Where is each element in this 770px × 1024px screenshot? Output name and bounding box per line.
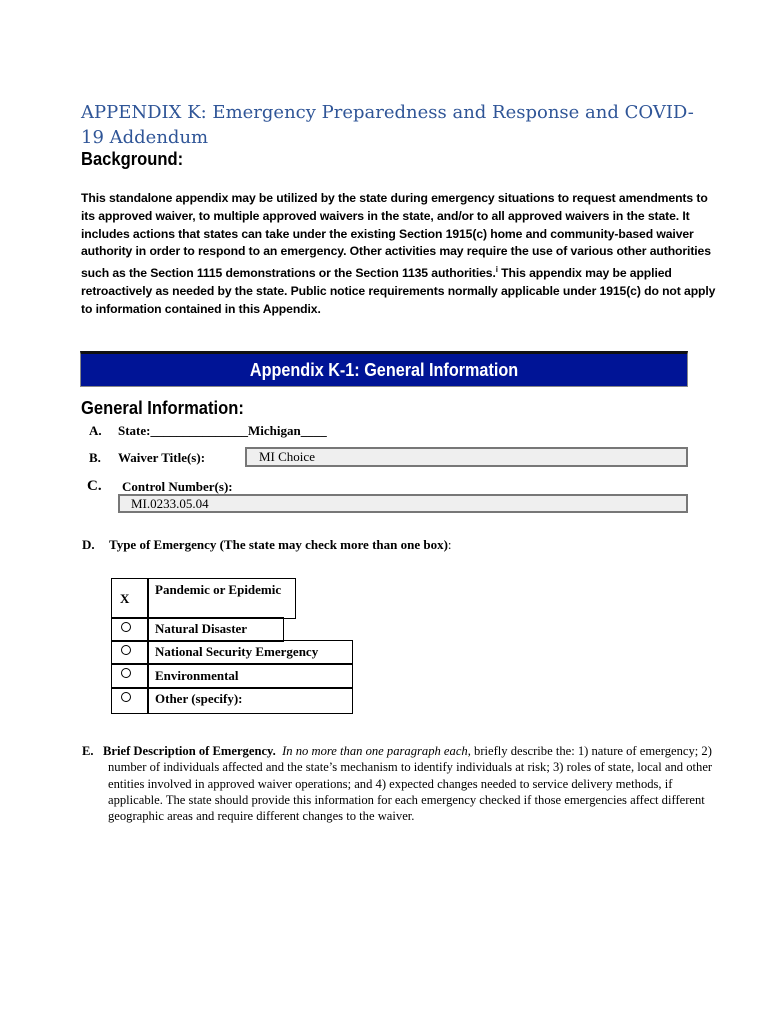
footnote-mark[interactable]: i	[495, 265, 498, 275]
item-d-colon: :	[447, 537, 452, 552]
control-number-field[interactable]: MI.0233.05.04	[118, 494, 688, 513]
item-b-letter: B.	[89, 450, 101, 465]
check-mark: X	[120, 591, 130, 606]
item-a-letter: A.	[89, 423, 102, 438]
option-natural-disaster: Natural Disaster	[147, 617, 284, 642]
radio-circle-icon	[121, 622, 131, 632]
item-e-letter: E.	[82, 744, 94, 758]
checkbox-pandemic[interactable]	[111, 578, 149, 619]
radio-circle-icon	[121, 692, 131, 702]
general-info-heading: General Information:	[81, 398, 244, 418]
item-d-label	[109, 537, 452, 553]
item-d-letter: D.	[82, 537, 95, 552]
item-d-text: Type of Emergency (The state may check more than one box)	[109, 537, 448, 552]
option-environmental: Environmental	[147, 663, 353, 689]
item-c-letter: C.	[87, 478, 102, 494]
option-other: Other (specify):	[147, 687, 353, 714]
item-e-label: Brief Description of Emergency.	[103, 744, 276, 758]
page-title: APPENDIX K: Emergency Preparedness and Response and COVID-19 Addendum	[81, 102, 694, 148]
background-text: This standalone appendix may be utilized by the state during emergency situations to request amendments to its approved waiver, to multiple approved waivers in the state, and/or to all approved waivers in the state. It includes actions that states can take under the existing Section 1915(c) home and community-based waiver authority in order to respond to an emergency. Other activities may require the use of various other authorities such as the Section 1115 demonstrations or the Section 1135 authorities.	[81, 191, 711, 281]
banner-title: Appendix K-1: General Information	[249, 359, 519, 380]
item-e-text: , briefly describe the: 1) nature of emergency; 2) number of individuals affected and the state’s mechanism to identify individuals at risk; 3) roles of state, local and other entities involved in approved waiver operations; and 4) expected changes needed to service delivery methods, if applicable. The state should provide this information for each emergency checked if those emergencies affect different geographic areas and require different changes to the waiver.	[108, 744, 713, 824]
radio-natural-disaster[interactable]	[111, 617, 149, 642]
radio-national-security[interactable]	[111, 640, 149, 665]
option-pandemic: Pandemic or Epidemic	[147, 578, 296, 619]
radio-other[interactable]	[111, 687, 149, 714]
background-heading: Background:	[81, 149, 184, 169]
item-b-label: Waiver Title(s):	[118, 450, 206, 465]
option-national-security: National Security Emergency	[147, 640, 353, 665]
item-c-label: Control Number(s):	[122, 479, 233, 494]
item-e-paragraph	[82, 743, 723, 824]
item-a-label: State:_______________Michigan____	[118, 423, 327, 438]
section-banner	[80, 351, 688, 387]
waiver-title-field[interactable]: MI Choice	[245, 447, 688, 467]
radio-environmental[interactable]	[111, 663, 149, 689]
radio-circle-icon	[121, 668, 131, 678]
background-text-2: This appendix may be applied retroactively as needed by the state. Public notice requirements normally applicable under 1915(c) do not apply to information contained in this Appendix.	[81, 266, 716, 316]
radio-circle-icon	[121, 645, 131, 655]
item-e-italic: In no more than one paragraph each	[282, 744, 468, 758]
background-paragraph	[81, 190, 721, 319]
